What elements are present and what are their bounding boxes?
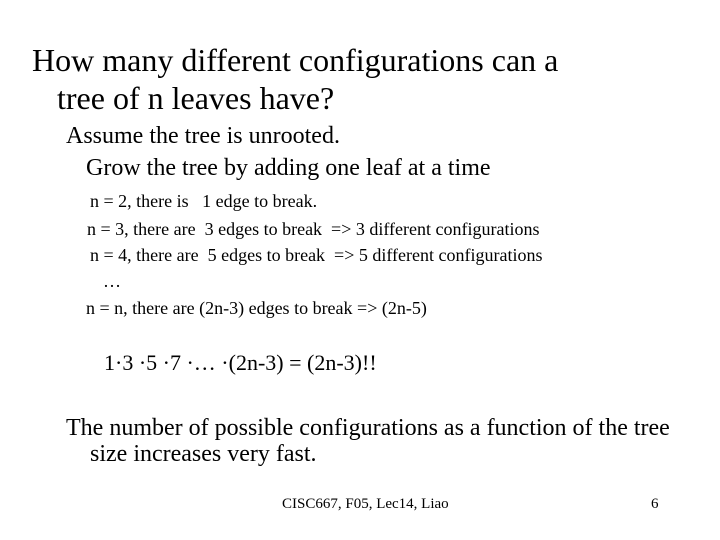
grow-tree-text: Grow the tree by adding one leaf at a time bbox=[86, 155, 491, 181]
case-general: n = n, there are (2n-3) edges to break => (2n-5) bbox=[86, 298, 427, 318]
assumption-text: Assume the tree is unrooted. bbox=[66, 123, 340, 149]
case-n3: n = 3, there are 3 edges to break => 3 different configurations bbox=[87, 219, 540, 239]
conclusion-line-1: The number of possible configurations as a function of the tree bbox=[66, 415, 670, 441]
page-number: 6 bbox=[651, 496, 659, 512]
case-n2: n = 2, there is 1 edge to break. bbox=[90, 191, 318, 211]
slide-title-line-2: tree of n leaves have? bbox=[57, 80, 335, 116]
footer-course-label: CISC667, F05, Lec14, Liao bbox=[282, 496, 449, 512]
case-n4: n = 4, there are 5 edges to break => 5 different configurations bbox=[90, 245, 543, 265]
slide-title-line-1: How many different configurations can a bbox=[32, 42, 559, 78]
double-factorial-formula: 1·3 ·5 ·7 ·… ·(2n-3) = (2n-3)!! bbox=[104, 350, 377, 375]
conclusion-line-2: size increases very fast. bbox=[90, 441, 317, 467]
case-ellipsis: … bbox=[103, 271, 121, 291]
